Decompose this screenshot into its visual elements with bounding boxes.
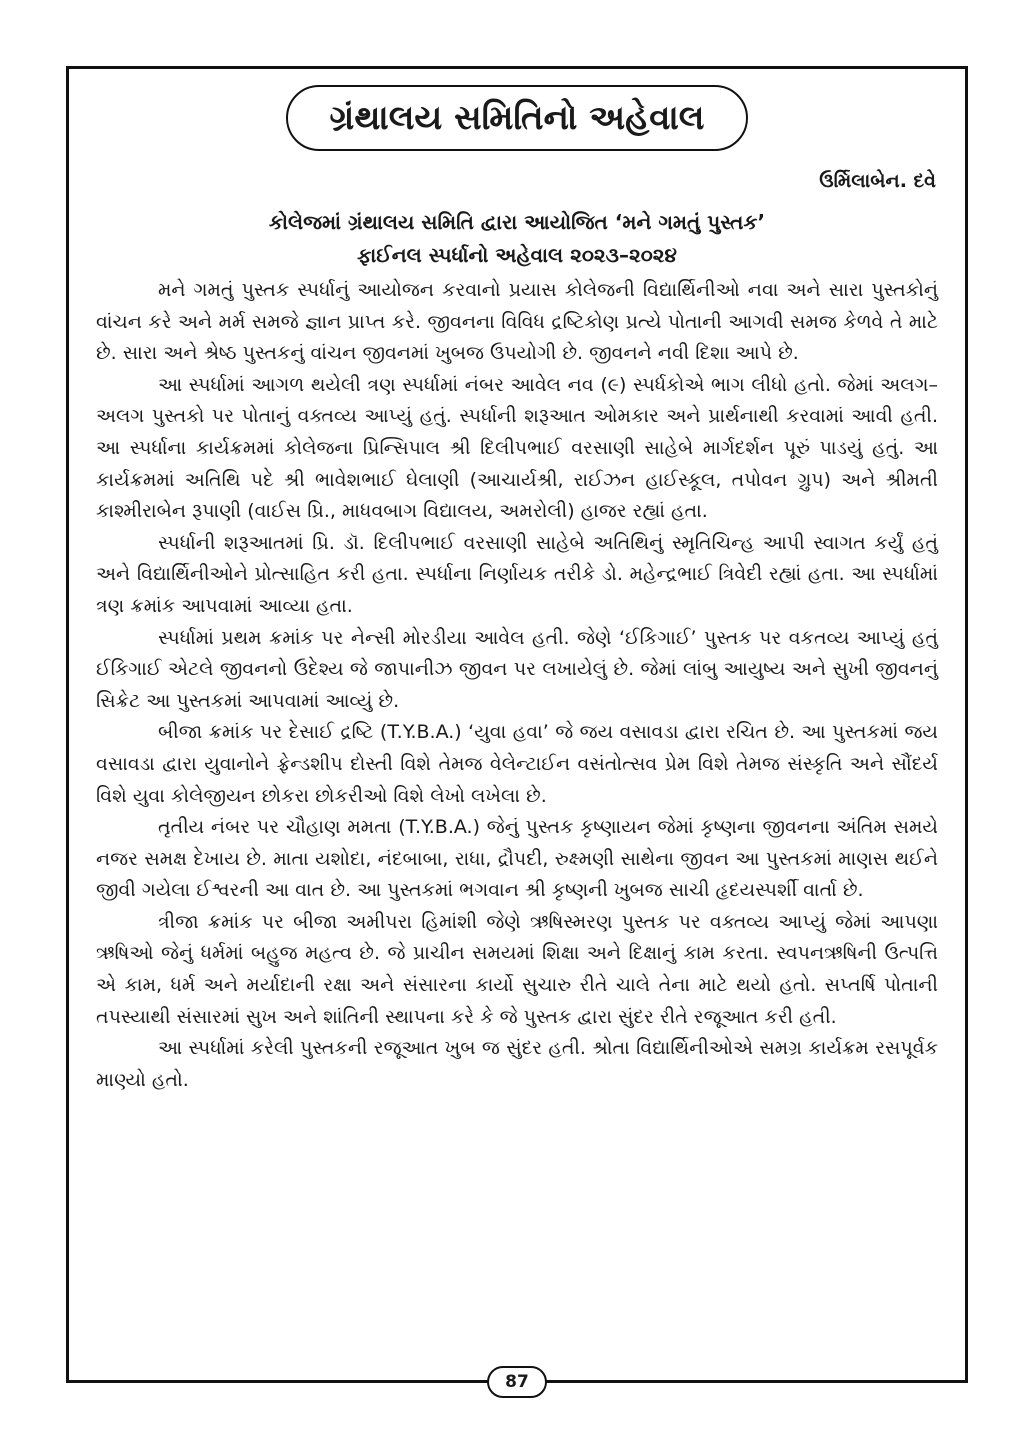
subheading-line-1: કોલેજમાં ગ્રંથાલય સમિતિ દ્વારા આયોજિત ‘મને ગમતું પુસ્તક’ [268, 210, 766, 234]
subheading-line-2: ફાઈનલ સ્પર્ધાનો અહેવાલ ૨૦૨૩–૨૦૨૪ [357, 243, 677, 267]
report-body [96, 275, 938, 1096]
paragraph: મને ગમતું પુસ્તક સ્પર્ધાનું આયોજન કરવાનો પ્રયાસ કોલેજની વિદ્યાર્થિનીઓ નવા અને સારા પુસ્તકોનું વાંચન કરે અને મર્મ સમજે જ્ઞાન પ્રાપ્ત કરે. જીવનના વિવિધ દ્રષ્ટિકોણ પ્રત્યે પોતાની આગવી સમજ કેળવે તે માટે છે. સારા અને શ્રેષ્ઠ પુસ્તકનું વાંચન જીવનમાં ખુબજ ઉપયોગી છે. જીવનને નવી દિશા આપે છે. [96, 279, 938, 365]
page-title-text: ગ્રંથાલય સમિતિનો અહેવાલ [329, 98, 705, 138]
paragraph: બીજા ક્રમાંક પર દેસાઈ દ્રષ્ટિ (T.Y.B.A.) ‘યુવા હવા’ જે જય વસાવડા દ્વારા રચિત છે. આ પુસ્તકમાં જય વસાવડા દ્વારા યુવાનોને ફ્રેન્ડશીપ દોસ્તી વિશે તેમજ વેલેન્ટાઈન વસંતોત્સવ પ્રેમ વિશે તેમજ સંસ્કૃતિ અને સૌંદર્ય વિશે યુવા કોલેજીયન છોકરા છોકરીઓ વિશે લેખો લખેલા છે. [96, 721, 938, 807]
paragraph: સ્પર્ધામાં પ્રથમ ક્રમાંક પર નેન્સી મોરડીયા આવેલ હતી. જેણે ‘ઈકિગાઈ’ પુસ્તક પર વકતવ્ય આપ્યું હતું ઈકિગાઈ એટલે જીવનનો ઉદેશ્ય જે જાપાનીઝ જીવન પર લખાયેલું છે. જેમાં લાંબુ આયુષ્ય અને સુખી જીવનનું સિક્રેટ આ પુસ્તકમાં આપવામાં આવ્યું છે. [96, 626, 938, 712]
paragraph: આ સ્પર્ધામાં કરેલી પુસ્તકની રજૂઆત ખુબ જ સુંદર હતી. શ્રોતા વિદ્યાર્થિનીઓએ સમગ્ર કાર્યક્રમ રસપૂર્વક માણ્યો હતો. [96, 1037, 938, 1091]
paragraph: તૃતીય નંબર પર ચૌહાણ મમતા (T.Y.B.A.) જેનું પુસ્તક કૃષ્ણાયન જેમાં કૃષ્ણના જીવનના અંતિમ સમયે નજર સમક્ષ દેખાય છે. માતા યશોદા, નંદબાબા, રાધા, દ્રૌપદી, રુક્ષ્મણી સાથેના જીવન આ પુસ્તકમાં માણસ થઈને જીવી ગયેલા ઈશ્વરની આ વાત છે. આ પુસ્તકમાં ભગવાન શ્રી કૃષ્ણની ખુબજ સાચી હૃદયસ્પર્શી વાર્તા છે. [96, 816, 938, 902]
page-number-badge [487, 1366, 547, 1398]
page-number: 87 [505, 1372, 529, 1392]
paragraph: સ્પર્ધાની શરૂઆતમાં પ્રિ. ડૉ. દિલીપભાઈ વરસાણી સાહેબે અતિથિનું સ્મૃતિચિન્હ આપી સ્વાગત કર્યું હતું અને વિદ્યાર્થિનીઓને પ્રોત્સાહિત કરી હતા. સ્પર્ધાના નિર્ણાયક તરીકે ડો. મહેન્દ્રભાઈ ત્રિવેદી રહ્યાં હતા. આ સ્પર્ધામાં ત્રણ ક્રમાંક આપવામાં આવ્યા હતા. [96, 531, 938, 617]
author-name: ઉર્મિલાબેન. દવે [819, 170, 936, 192]
page-title [286, 85, 748, 151]
paragraph: ત્રીજા ક્રમાંક પર બીજા અમીપરા હિમાંશી જેણે ઋષિસ્મરણ પુસ્તક પર વક્તવ્ય આપ્યું જેમાં આપણા ઋષિઓ જેનું ધર્મમાં બહુજ મહત્વ છે. જે પ્રાચીન સમયમાં શિક્ષા અને દિક્ષાનું કામ કરતા. સ્વપનઋષિની ઉત્પત્તિ એ કામ, ધર્મ અને મર્યાદાની રક્ષા અને સંસારના કાર્યો સુચારુ રીતે ચાલે તેના માટે થયો હતો. સપ્તર્ષિ પોતાની તપસ્યાથી સંસારમાં સુખ અને શાંતિની સ્થાપના કરે કે જે પુસ્તક દ્વારા સુંદર રીતે રજૂઆત કરી હતી. [96, 910, 938, 1028]
paragraph: આ સ્પર્ધામાં આગળ થયેલી ત્રણ સ્પર્ધામાં નંબર આવેલ નવ (૯) સ્પર્ધકોએ ભાગ લીધો હતો. જેમાં અલગ–અલગ પુસ્તકો પર પોતાનું વક્તવ્ય આપ્યું હતું. સ્પર્ધાની શરૂઆત ઓમકાર અને પ્રાર્થનાથી કરવામાં આવી હતી. આ સ્પર્ધાના કાર્યક્રમમાં કોલેજના પ્રિન્સિપાલ શ્રી દિલીપભાઈ વરસાણી સાહેબે માર્ગદર્શન પૂરું પાડયું હતું. આ કાર્યક્રમમાં અતિથિ પદે શ્રી ભાવેશભાઈ ઘેલાણી (આચાર્યશ્રી, રાઈઝન હાઈસ્કૂલ, તપોવન ગ્રુપ) અને શ્રીમતી કાશ્મીરાબેન રૂપાણી (વાઈસ પ્રિ., માધવબાગ વિદ્યાલય, અમરોલી) હાજર રહ્યાં હતા. [96, 373, 938, 523]
